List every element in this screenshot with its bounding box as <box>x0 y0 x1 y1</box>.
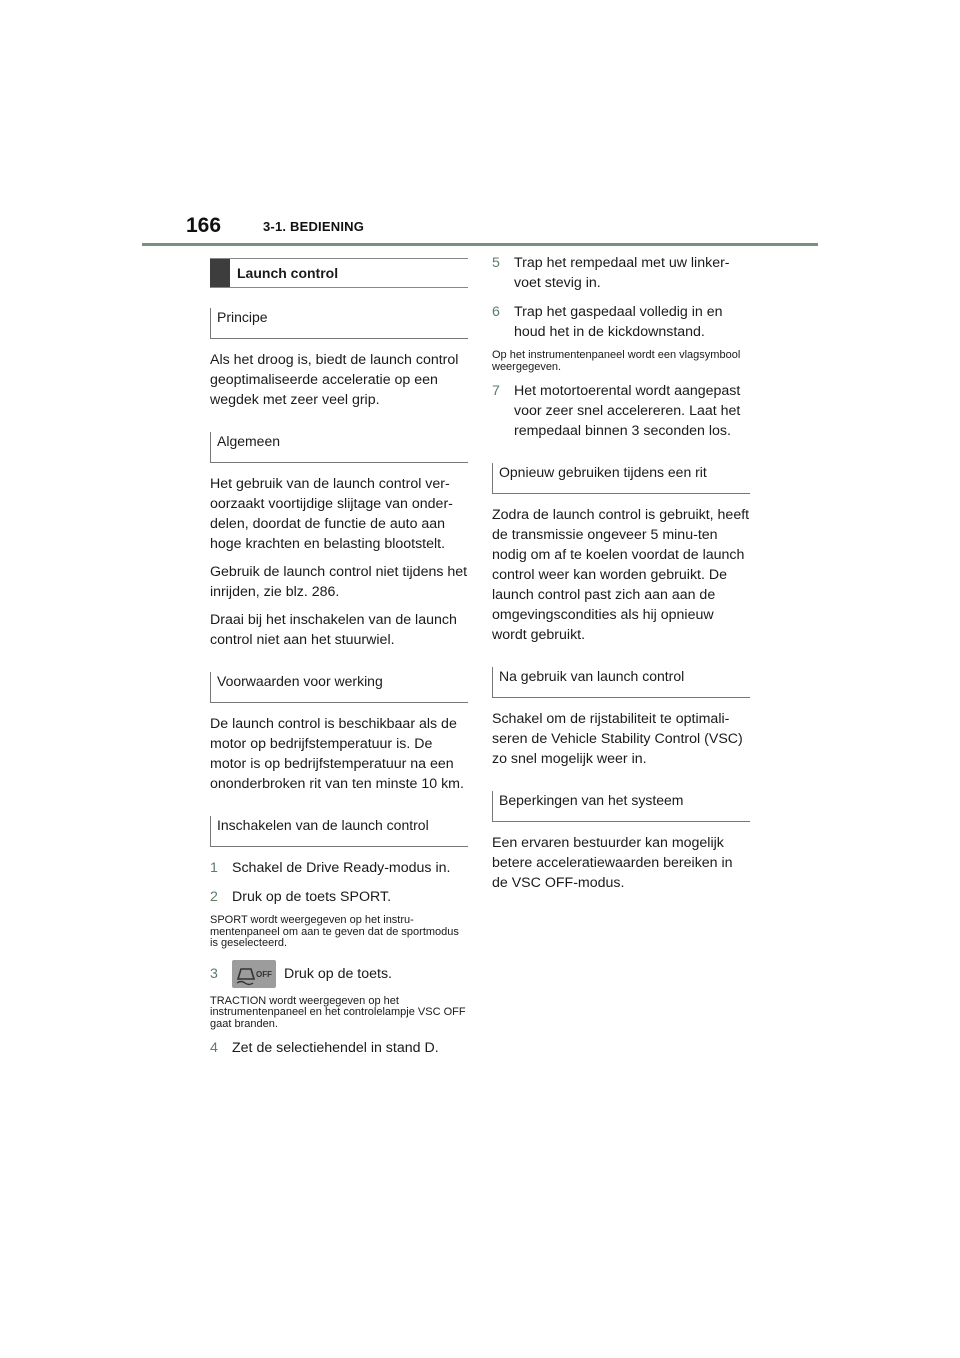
step-7: 7 Het motortoerental wordt aangepast voor zeer snel accelereren. Laat het rempedaal binnen 3 seconden los. <box>492 383 741 439</box>
note-step-6: Op het instrumentenpaneel wordt een vlagsymbool weergegeven. <box>492 349 741 373</box>
vsc-off-icon-label: OFF <box>256 969 272 979</box>
step-5: 5 Trap het rempedaal met uw linker-voet stevig in. <box>492 255 730 291</box>
subheading-voorwaarden: Voorwaarden voor werking <box>210 672 468 703</box>
step-6: 6 Trap het gaspedaal volledig in en houd het in de kickdownstand. <box>492 304 723 340</box>
paragraph-opnieuw: Zodra de launch control is gebruikt, heeft de transmissie ongeveer 5 minu-ten nodig om af te koelen voordat de launch control weer kan worden gebruikt. De launch control past zich aan aan de omgevingscondities als hij opnieuw wordt gebruikt. <box>492 507 750 643</box>
note-step-3: TRACTION wordt weergegeven op het instrumentenpaneel en het controlelampje VSC OFF gaat branden. <box>210 994 466 1030</box>
left-column <box>210 256 468 1058</box>
paragraph-na-gebruik: Schakel om de rijstabiliteit te optimali-seren de Vehicle Stability Control (VSC) zo snel mogelijk weer in. <box>492 711 743 767</box>
subheading-inschakelen: Inschakelen van de launch control <box>210 816 468 847</box>
step-2: 2 Druk op de toets SPORT. <box>210 889 392 905</box>
heading-tab <box>210 259 230 287</box>
step-4: 4 Zet de selectiehendel in stand D. <box>210 1040 439 1056</box>
page-number: 166 <box>186 214 222 237</box>
paragraph-algemeen-2: Gebruik de launch control niet tijdens het inrijden, zie blz. 286. <box>210 564 468 600</box>
header-divider <box>142 243 818 246</box>
note-step-2: SPORT wordt weergegeven op het instru-mentenpaneel om aan te geven dat de sportmodus is geselecteerd. <box>210 914 459 949</box>
subheading-opnieuw: Opnieuw gebruiken tijdens een rit <box>492 463 750 494</box>
step-3: 3 OFF Druk op de toets. <box>210 960 468 988</box>
paragraph-principe: Als het droog is, biedt de launch control geoptimaliseerde acceleratie op een wegdek met zeer veel grip. <box>210 352 459 408</box>
paragraph-voorwaarden: De launch control is beschikbaar als de motor op bedrijfstemperatuur is. De motor is op bedrijfstemperatuur na een ononderbroken rit van ten minste 10 km. <box>210 716 464 792</box>
section-title: 3-1. BEDIENING <box>263 219 365 234</box>
subheading-algemeen: Algemeen <box>210 432 468 463</box>
vsc-off-icon <box>232 960 276 988</box>
section-heading-launch-control <box>210 258 468 288</box>
subheading-principe: Principe <box>210 308 468 339</box>
paragraph-algemeen-3: Draai bij het inschakelen van de launch control niet aan het stuurwiel. <box>210 612 457 648</box>
step-1: 1 Schakel de Drive Ready-modus in. <box>210 860 451 876</box>
right-column <box>492 253 750 893</box>
subheading-beperkingen: Beperkingen van het systeem <box>492 791 750 822</box>
paragraph-algemeen-1: Het gebruik van de launch control ver-oorzaakt voortijdige slijtage van onder-delen, doordat de functie de auto aan hoge krachten en belasting blootstelt. <box>210 476 453 552</box>
heading-text: Launch control <box>237 265 339 281</box>
paragraph-beperkingen: Een ervaren bestuurder kan mogelijk betere acceleratiewaarden bereiken in de VSC OFF-modus. <box>492 835 733 891</box>
subheading-na-gebruik: Na gebruik van launch control <box>492 667 750 698</box>
